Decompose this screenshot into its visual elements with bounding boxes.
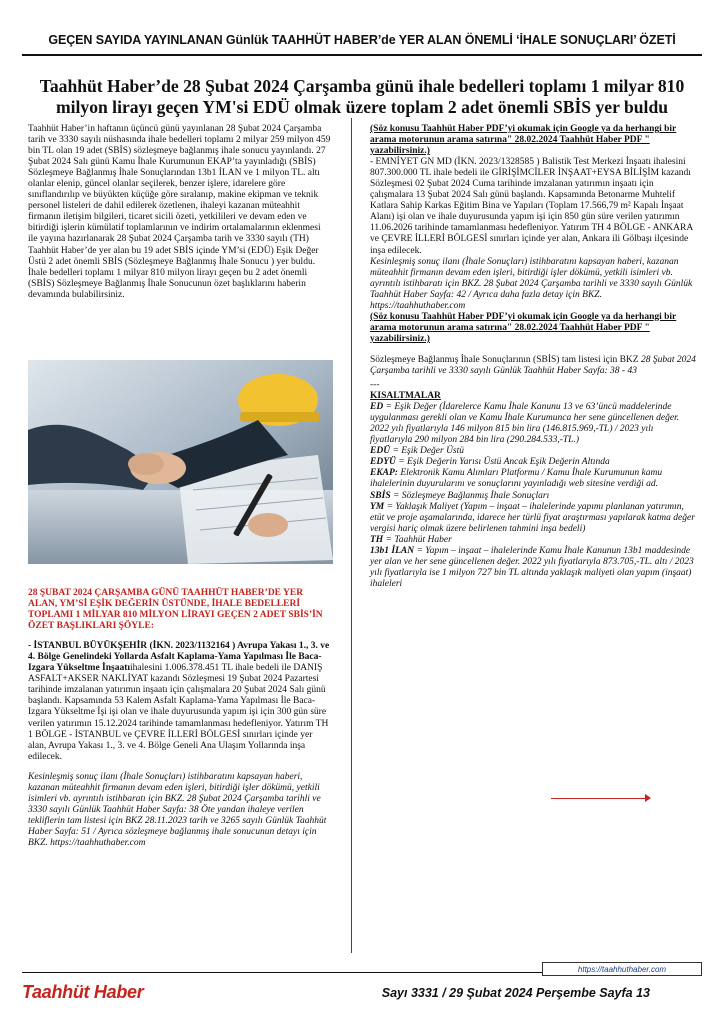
continuation-line — [551, 798, 647, 799]
item2-body: - EMNİYET GN MD (İKN. 2023/1328585 ) Balistik Test Merkezi İnşaatı ihalesini 807.300.000 TL ihale bedeli ile GİRİŞİMCİLER İNŞAAT+EYSA BİLİŞİM kazandı Sözleşmesi 02 Şubat 2024 Cuma tarihinde imzalanan yatırımın inşaatı için çalışmalara 13 Şubat 2024 Salı günü başlandı. Kapsamında Betonarme Muhtelif Katlara Sahip Karkas Eğitim Bina ve Yapıları (Toplam 17.566,79 m² Kapalı İnşaat Alanı) işi olan ve ihale duyurusunda yapım işi için 850 gün süre verilen yatırımın 11.06.2026 tarihinde tamamlanması hedefleniyor. Yatırım TH 4 BÖLGE - ANKARA ve ÇEVRE İLLERİ BÖLGESİ sınırları içinde yer alan, Ankara ili Gölbaşı ilçesinde inşa edilecek. — [370, 157, 693, 256]
abbreviations-list — [370, 402, 696, 590]
item2-pdf-note: (Söz konusu Taahhüt Haber PDF’yi okumak için Google ya da herhangi bir arama motorunun arama satırına" 28.02.2024 Taahhüt Haber PDF " yazabilirsiniz.) — [370, 311, 677, 344]
summary-right — [370, 124, 696, 590]
header-divider — [22, 54, 702, 56]
footer-url-link[interactable]: https://taahhuthaber.com — [542, 962, 702, 976]
abbr-key: EDYÜ — [370, 457, 396, 468]
abbr-text: = Sözleşmeye Bağlanmış İhale Sonuçları — [390, 490, 550, 501]
column-divider — [351, 118, 352, 953]
footer-issue-info: Sayı 3331 / 29 Şubat 2024 Perşembe Sayfa 13 — [381, 986, 650, 1000]
abbreviation-item — [370, 457, 696, 468]
abbreviation-item — [370, 546, 696, 590]
abbr-key: 13b1 İLAN — [370, 545, 415, 556]
abbr-key: TH — [370, 534, 384, 545]
refs-paragraph — [370, 355, 696, 377]
abbreviation-item — [370, 446, 696, 457]
item1-pdf-note: (Söz konusu Taahhüt Haber PDF’yi okumak için Google ya da herhangi bir arama motorunun arama satırına" 28.02.2024 Taahhüt Haber PDF " yazabilirsiniz.) — [370, 124, 677, 157]
abbr-text: = Eşik Değer (İdarelerce Kamu İhale Kanunu 13 ve 63’üncü maddelerinde uygulanması gerekli olan ve Kamu İhale Kurumunca her sene güncellenen değer. 2022 yılı fiyatlarıyla 146 milyon 815 bin lira (146.815.969,-TL) / 2023 yılı fiyatlarıyla 290 milyon 284 bin lira (290.284.533,-TL.) — [370, 402, 680, 446]
item1-paragraph — [28, 641, 332, 763]
abbr-text: = Yaklaşık Maliyet (Yapım – inşaat – ihalelerinde yapımı planlanan yatırımın, etüt ve proje aşamalarında, idarece her türlü fiyat araştırması yapılarak katma değer vergisi hariç olmak üzere belirlenen tahmini inşa bedeli) — [370, 501, 695, 534]
summary-left — [28, 578, 332, 859]
abbr-text: = Yapım – inşaat – ihalelerinde Kamu İhale Kanunun 13b1 maddesinde yer alan ve her sene güncellenen değer. 2022 yılı fiyatlarıyla 873.705,-TL. altı / 2023 yılı fiyatlarıyla ise 1 milyon 727 bin TL altında yaklaşık maliyeti olan yapım (inşaat) ihaleleri — [370, 545, 694, 589]
refs-italic: 28 Şubat 2024 Çarşamba tarihli ve 3330 sayılı Günlük Taahhüt Haber Sayfa: 38 - 43 — [370, 354, 696, 376]
separator: --- — [370, 380, 380, 391]
abbreviation-item — [370, 491, 696, 502]
item1-body: ihalesini 1.006.378.451 TL ihale bedeli ile DANIŞ ASFALT+AKSER NAKLİYAT kazandı Sözleşmesi 19 Şubat 2024 Pazartesi tarihinde imzalanan yatırımın inşaatı için çalışmalara 20 Şubat 2024 Salı günü başlandı. Kapsamında 53 Kalem Asfalt Kaplama-Yama Yapılması İle Baca-Izgara Yükseltme İşi işi olan ve ihale duyurusunda yapım işi için 300 gün süre verilen yatırımın 15.12.2024 tarihinde tamamlanması hedefleniyor. Yatırım TH 1 BÖLGE - İSTANBUL ve ÇEVRE İLLERİ BÖLGESİ sınırları içinde yer alan, Avrupa Yakası 1., 3. ve 4. Bölge Geneli Ana Ulaşım Yollarında inşa edilecek. — [28, 663, 329, 762]
item2-note: Kesinleşmiş sonuç ilanı (İhale Sonuçları) istihbaratını kapsayan haberi, kazanan müteahhit firmanın devam eden işleri, bitirdiği işler dökümü, yetkili isimleri vb. ayrıntılı istihbaratı için BKZ. 28 Şubat 2024 Çarşamba tarihli ve 3330 sayılı Günlük Taahhüt Haber Sayfa: 42 / Ayrıca daha fazla detay için BKZ. https://taahhuthaber.com — [370, 256, 693, 311]
abbreviation-item — [370, 402, 696, 446]
headline: Taahhüt Haber’de 28 Şubat 2024 Çarşamba günü ihale bedelleri toplamı 1 milyar 810 milyon lirayı geçen YM'si EDÜ olmak üzere toplam 2 adet önemli SBİS yer buldu — [39, 76, 685, 117]
item1-note: Kesinleşmiş sonuç ilanı (İhale Sonuçları) istihbaratını kapsayan haberi, kazanan müteahhit firmanın devam eden işleri, bitirdiği işler dökümü, yetkili isimleri vb. ayrıntılı istihbaratı için BKZ. 28 Şubat 2024 Çarşamba tarihli ve 3330 sayılı Günlük Taahhüt Haber Sayfa: 38 Öte yandan ihaleye verilen tekliflerin tam listesi için BKZ 28.11.2023 tarih ve 3265 sayılı Günlük Taahhüt Haber Sayfa: 51 / Ayrıca sözleşmeye bağlanmış ihale sonucunun detayı için BKZ. https://taahhuthaber.com — [28, 772, 327, 849]
item1-title: - İSTANBUL BÜYÜKŞEHİR (İKN. 2023/1132164 ) Avrupa Yakası 1., 3. ve 4. Bölge Genelindeki Yollarda Asfalt Kaplama-Yama Yapılması İle Baca-Izgara Yükseltme İnşaatı — [28, 641, 330, 674]
abbr-key: EKAP: — [370, 468, 398, 479]
page-header-title: GEÇEN SAYIDA YAYINLANAN Günlük TAAHHÜT HABER’de YER ALAN ÖNEMLİ ‘İHALE SONUÇLARI’ ÖZETİ — [48, 33, 676, 47]
abbr-key: ED — [370, 402, 384, 413]
abbr-text: = Eşik Değerin Yarısı Üstü Ancak Eşik Değerin Altında — [395, 457, 610, 468]
refs-lead: Sözleşmeye Bağlanmış İhale Sonuçlarının (SBİS) tam listesi için BKZ — [370, 354, 641, 365]
abbr-text: Elektronik Kamu Alımları Platformu / Kamu İhale Kurumunun kamu ihalelerinin duyurularını ve sonuçlarını yayınladığı web sitesine verdiği ad. — [370, 468, 663, 490]
abbr-text: = Eşik Değer Üstü — [390, 446, 465, 457]
continuation-arrow-icon — [645, 794, 651, 802]
abbr-key: YM — [370, 501, 385, 512]
abbreviation-item — [370, 502, 696, 535]
abbreviations-title: KISALTMALAR — [370, 391, 441, 402]
intro-paragraph — [28, 124, 332, 301]
abbr-key: SBİS — [370, 490, 391, 501]
abbr-text: = Taahhüt Haber — [383, 534, 452, 545]
handshake-photo — [28, 360, 333, 564]
intro-text: Taahhüt Haber’in haftanın üçüncü günü yayınlanan 28 Şubat 2024 Çarşamba tarih ve 3330 sayılı nüshasında ihale bedelleri toplamı 2 milyar 259 milyon 459 bin TL olan 19 adet (SBİS) sözleşmeye bağlanmış ihale sonucu yayınlandı. 27 Şubat 2024 Salı günü Kamu İhale Kurumunun EKAP’ta yayınladığı (SBİS) Sözleşmeye Bağlanmış İhale Sonuçlarından 13b1 İLAN ve 1 milyon TL. altı olanlar elenip, güncel olanlar seçilerek, benzer işlere, idarelere göre sınıflandırılıp ve büyükten küçüğe göre sıralanıp, makine ekipman ve teknik personel listeleri de dahil edilerek özetlenen, ihaleyi kazanan müteahhit firmanın iletişim bilgileri, ticaret sicili özeti, yetkilileri ve devam eden ve bitirdiği işlerin kümülatif toplamlarının ve indirim ortalamalarının eklenmesi ile yayına hazırlanarak 28 Şubat 2024 Çarşamba tarih ve 3330 sayılı (TH) Taahhüt Haber’de yer alan bu 19 adet SBİS içinde YM’si (EDÜ) Eşik Değer Üstü 2 adet önemli SBİS (Sözleşmeye Bağlanmış İhale Sonucu ) yer buldu. İhale bedelleri toplamı 1 milyar 810 milyon lirayı geçen bu 2 adet önemli (SBİS) Sözleşmeye Bağlanmış İhale Sonucunun özet başlıklarını haberin devamında bulabilirsiniz. — [28, 124, 331, 300]
abbr-key: EDÜ — [370, 446, 391, 457]
section-title: 28 ŞUBAT 2024 ÇARŞAMBA GÜNÜ TAAHHÜT HABER’DE YER ALAN, YM’Sİ EŞİK DEĞERİN ÜSTÜNDE, İHALE BEDELLERİ TOPLAMI 1 MİLYAR 810 MİLYON LİRAYI GEÇEN 2 ADET SBİS’İN ÖZET BAŞLIKLARI ŞÖYLE: — [28, 587, 323, 631]
footer-brand-logo: Taahhüt Haber — [22, 982, 144, 1002]
abbreviation-item — [370, 535, 696, 546]
abbreviation-item — [370, 468, 696, 490]
